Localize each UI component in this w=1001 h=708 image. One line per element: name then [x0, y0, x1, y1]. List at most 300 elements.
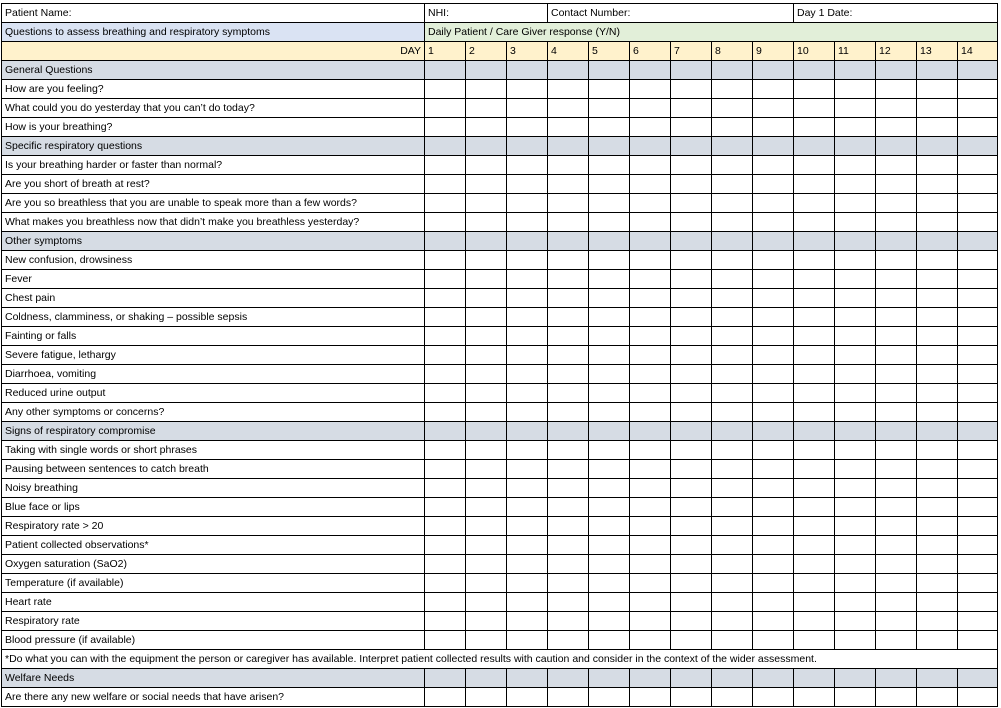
response-cell-day-4[interactable]	[548, 80, 589, 99]
response-cell-day-10[interactable]	[794, 403, 835, 422]
response-cell-day-12[interactable]	[876, 80, 917, 99]
response-cell-day-3[interactable]	[507, 118, 548, 137]
response-cell-day-14[interactable]	[958, 175, 998, 194]
response-cell-day-10[interactable]	[794, 99, 835, 118]
response-cell-day-11[interactable]	[835, 403, 876, 422]
response-cell-day-11[interactable]	[835, 365, 876, 384]
response-cell-day-9[interactable]	[753, 308, 794, 327]
response-cell-day-2[interactable]	[466, 479, 507, 498]
response-cell-day-10[interactable]	[794, 251, 835, 270]
response-cell-day-4[interactable]	[548, 631, 589, 650]
response-cell-day-12[interactable]	[876, 384, 917, 403]
response-cell-day-4[interactable]	[548, 327, 589, 346]
response-cell-day-12[interactable]	[876, 308, 917, 327]
response-cell-day-9[interactable]	[753, 156, 794, 175]
response-cell-day-1[interactable]	[425, 479, 466, 498]
response-cell-day-13[interactable]	[917, 593, 958, 612]
response-cell-day-8[interactable]	[712, 460, 753, 479]
response-cell-day-12[interactable]	[876, 403, 917, 422]
response-cell-day-5[interactable]	[589, 194, 630, 213]
response-cell-day-10[interactable]	[794, 327, 835, 346]
response-cell-day-6[interactable]	[630, 156, 671, 175]
response-cell-day-9[interactable]	[753, 536, 794, 555]
response-cell-day-9[interactable]	[753, 517, 794, 536]
response-cell-day-7[interactable]	[671, 270, 712, 289]
response-cell-day-13[interactable]	[917, 536, 958, 555]
response-cell-day-9[interactable]	[753, 346, 794, 365]
response-cell-day-7[interactable]	[671, 175, 712, 194]
response-cell-day-1[interactable]	[425, 612, 466, 631]
response-cell-day-5[interactable]	[589, 327, 630, 346]
response-cell-day-1[interactable]	[425, 156, 466, 175]
response-cell-day-1[interactable]	[425, 308, 466, 327]
response-cell-day-2[interactable]	[466, 270, 507, 289]
response-cell-day-14[interactable]	[958, 99, 998, 118]
response-cell-day-6[interactable]	[630, 346, 671, 365]
response-cell-day-9[interactable]	[753, 574, 794, 593]
response-cell-day-13[interactable]	[917, 175, 958, 194]
response-cell-day-2[interactable]	[466, 251, 507, 270]
response-cell-day-14[interactable]	[958, 251, 998, 270]
response-cell-day-13[interactable]	[917, 384, 958, 403]
response-cell-day-13[interactable]	[917, 403, 958, 422]
response-cell-day-11[interactable]	[835, 194, 876, 213]
response-cell-day-2[interactable]	[466, 574, 507, 593]
response-cell-day-14[interactable]	[958, 536, 998, 555]
response-cell-day-13[interactable]	[917, 365, 958, 384]
response-cell-day-4[interactable]	[548, 175, 589, 194]
response-cell-day-6[interactable]	[630, 194, 671, 213]
response-cell-day-9[interactable]	[753, 479, 794, 498]
response-cell-day-12[interactable]	[876, 251, 917, 270]
response-cell-day-7[interactable]	[671, 194, 712, 213]
response-cell-day-7[interactable]	[671, 213, 712, 232]
response-cell-day-11[interactable]	[835, 612, 876, 631]
response-cell-day-11[interactable]	[835, 118, 876, 137]
response-cell-day-11[interactable]	[835, 327, 876, 346]
response-cell-day-6[interactable]	[630, 213, 671, 232]
response-cell-day-5[interactable]	[589, 536, 630, 555]
response-cell-day-13[interactable]	[917, 631, 958, 650]
response-cell-day-11[interactable]	[835, 498, 876, 517]
response-cell-day-5[interactable]	[589, 593, 630, 612]
response-cell-day-1[interactable]	[425, 118, 466, 137]
response-cell-day-9[interactable]	[753, 365, 794, 384]
response-cell-day-9[interactable]	[753, 441, 794, 460]
response-cell-day-13[interactable]	[917, 498, 958, 517]
response-cell-day-11[interactable]	[835, 688, 876, 707]
response-cell-day-7[interactable]	[671, 384, 712, 403]
response-cell-day-9[interactable]	[753, 251, 794, 270]
response-cell-day-10[interactable]	[794, 441, 835, 460]
response-cell-day-8[interactable]	[712, 289, 753, 308]
response-cell-day-8[interactable]	[712, 498, 753, 517]
response-cell-day-11[interactable]	[835, 80, 876, 99]
response-cell-day-3[interactable]	[507, 346, 548, 365]
response-cell-day-12[interactable]	[876, 118, 917, 137]
response-cell-day-8[interactable]	[712, 365, 753, 384]
response-cell-day-8[interactable]	[712, 555, 753, 574]
response-cell-day-13[interactable]	[917, 251, 958, 270]
response-cell-day-8[interactable]	[712, 175, 753, 194]
response-cell-day-14[interactable]	[958, 365, 998, 384]
response-cell-day-5[interactable]	[589, 99, 630, 118]
response-cell-day-13[interactable]	[917, 80, 958, 99]
response-cell-day-3[interactable]	[507, 175, 548, 194]
response-cell-day-12[interactable]	[876, 498, 917, 517]
response-cell-day-11[interactable]	[835, 99, 876, 118]
response-cell-day-3[interactable]	[507, 289, 548, 308]
response-cell-day-5[interactable]	[589, 270, 630, 289]
response-cell-day-9[interactable]	[753, 593, 794, 612]
response-cell-day-12[interactable]	[876, 574, 917, 593]
response-cell-day-4[interactable]	[548, 517, 589, 536]
response-cell-day-2[interactable]	[466, 536, 507, 555]
response-cell-day-8[interactable]	[712, 593, 753, 612]
response-cell-day-7[interactable]	[671, 308, 712, 327]
response-cell-day-6[interactable]	[630, 631, 671, 650]
response-cell-day-2[interactable]	[466, 289, 507, 308]
response-cell-day-1[interactable]	[425, 251, 466, 270]
response-cell-day-4[interactable]	[548, 308, 589, 327]
response-cell-day-9[interactable]	[753, 289, 794, 308]
response-cell-day-10[interactable]	[794, 175, 835, 194]
response-cell-day-4[interactable]	[548, 99, 589, 118]
response-cell-day-1[interactable]	[425, 365, 466, 384]
response-cell-day-10[interactable]	[794, 270, 835, 289]
response-cell-day-8[interactable]	[712, 80, 753, 99]
response-cell-day-5[interactable]	[589, 346, 630, 365]
response-cell-day-1[interactable]	[425, 346, 466, 365]
response-cell-day-9[interactable]	[753, 175, 794, 194]
response-cell-day-12[interactable]	[876, 555, 917, 574]
response-cell-day-4[interactable]	[548, 536, 589, 555]
response-cell-day-2[interactable]	[466, 80, 507, 99]
response-cell-day-2[interactable]	[466, 384, 507, 403]
response-cell-day-8[interactable]	[712, 308, 753, 327]
response-cell-day-7[interactable]	[671, 460, 712, 479]
response-cell-day-9[interactable]	[753, 384, 794, 403]
response-cell-day-10[interactable]	[794, 498, 835, 517]
response-cell-day-5[interactable]	[589, 365, 630, 384]
response-cell-day-10[interactable]	[794, 289, 835, 308]
response-cell-day-13[interactable]	[917, 118, 958, 137]
response-cell-day-1[interactable]	[425, 175, 466, 194]
response-cell-day-10[interactable]	[794, 118, 835, 137]
response-cell-day-11[interactable]	[835, 593, 876, 612]
response-cell-day-13[interactable]	[917, 194, 958, 213]
response-cell-day-1[interactable]	[425, 289, 466, 308]
response-cell-day-3[interactable]	[507, 156, 548, 175]
response-cell-day-8[interactable]	[712, 631, 753, 650]
response-cell-day-6[interactable]	[630, 308, 671, 327]
response-cell-day-2[interactable]	[466, 308, 507, 327]
response-cell-day-12[interactable]	[876, 213, 917, 232]
response-cell-day-12[interactable]	[876, 175, 917, 194]
response-cell-day-1[interactable]	[425, 194, 466, 213]
response-cell-day-14[interactable]	[958, 194, 998, 213]
response-cell-day-12[interactable]	[876, 327, 917, 346]
response-cell-day-3[interactable]	[507, 574, 548, 593]
response-cell-day-13[interactable]	[917, 156, 958, 175]
response-cell-day-10[interactable]	[794, 536, 835, 555]
response-cell-day-6[interactable]	[630, 403, 671, 422]
response-cell-day-14[interactable]	[958, 289, 998, 308]
response-cell-day-1[interactable]	[425, 270, 466, 289]
response-cell-day-14[interactable]	[958, 308, 998, 327]
response-cell-day-13[interactable]	[917, 289, 958, 308]
contact-number-field[interactable]	[548, 4, 794, 23]
response-cell-day-11[interactable]	[835, 251, 876, 270]
response-cell-day-2[interactable]	[466, 327, 507, 346]
response-cell-day-7[interactable]	[671, 498, 712, 517]
response-cell-day-1[interactable]	[425, 441, 466, 460]
response-cell-day-9[interactable]	[753, 270, 794, 289]
response-cell-day-14[interactable]	[958, 517, 998, 536]
response-cell-day-7[interactable]	[671, 365, 712, 384]
response-cell-day-11[interactable]	[835, 631, 876, 650]
response-cell-day-6[interactable]	[630, 80, 671, 99]
response-cell-day-6[interactable]	[630, 365, 671, 384]
response-cell-day-12[interactable]	[876, 631, 917, 650]
response-cell-day-5[interactable]	[589, 441, 630, 460]
response-cell-day-13[interactable]	[917, 574, 958, 593]
response-cell-day-13[interactable]	[917, 688, 958, 707]
response-cell-day-7[interactable]	[671, 479, 712, 498]
response-cell-day-10[interactable]	[794, 365, 835, 384]
response-cell-day-9[interactable]	[753, 194, 794, 213]
response-cell-day-8[interactable]	[712, 688, 753, 707]
response-cell-day-12[interactable]	[876, 536, 917, 555]
response-cell-day-6[interactable]	[630, 612, 671, 631]
response-cell-day-6[interactable]	[630, 289, 671, 308]
response-cell-day-1[interactable]	[425, 80, 466, 99]
response-cell-day-11[interactable]	[835, 574, 876, 593]
response-cell-day-7[interactable]	[671, 688, 712, 707]
response-cell-day-6[interactable]	[630, 555, 671, 574]
response-cell-day-5[interactable]	[589, 175, 630, 194]
response-cell-day-10[interactable]	[794, 213, 835, 232]
response-cell-day-11[interactable]	[835, 441, 876, 460]
response-cell-day-13[interactable]	[917, 479, 958, 498]
response-cell-day-11[interactable]	[835, 156, 876, 175]
response-cell-day-6[interactable]	[630, 688, 671, 707]
response-cell-day-5[interactable]	[589, 460, 630, 479]
response-cell-day-9[interactable]	[753, 99, 794, 118]
response-cell-day-8[interactable]	[712, 99, 753, 118]
response-cell-day-12[interactable]	[876, 156, 917, 175]
response-cell-day-2[interactable]	[466, 175, 507, 194]
response-cell-day-4[interactable]	[548, 365, 589, 384]
response-cell-day-5[interactable]	[589, 213, 630, 232]
response-cell-day-6[interactable]	[630, 270, 671, 289]
response-cell-day-8[interactable]	[712, 612, 753, 631]
response-cell-day-14[interactable]	[958, 498, 998, 517]
response-cell-day-6[interactable]	[630, 593, 671, 612]
response-cell-day-8[interactable]	[712, 213, 753, 232]
response-cell-day-6[interactable]	[630, 327, 671, 346]
response-cell-day-10[interactable]	[794, 593, 835, 612]
response-cell-day-8[interactable]	[712, 536, 753, 555]
response-cell-day-5[interactable]	[589, 118, 630, 137]
response-cell-day-5[interactable]	[589, 308, 630, 327]
response-cell-day-14[interactable]	[958, 403, 998, 422]
response-cell-day-12[interactable]	[876, 479, 917, 498]
response-cell-day-12[interactable]	[876, 441, 917, 460]
response-cell-day-3[interactable]	[507, 498, 548, 517]
response-cell-day-3[interactable]	[507, 99, 548, 118]
response-cell-day-11[interactable]	[835, 384, 876, 403]
response-cell-day-4[interactable]	[548, 270, 589, 289]
response-cell-day-3[interactable]	[507, 327, 548, 346]
response-cell-day-3[interactable]	[507, 688, 548, 707]
response-cell-day-1[interactable]	[425, 688, 466, 707]
response-cell-day-10[interactable]	[794, 80, 835, 99]
response-cell-day-4[interactable]	[548, 555, 589, 574]
response-cell-day-6[interactable]	[630, 251, 671, 270]
response-cell-day-2[interactable]	[466, 593, 507, 612]
response-cell-day-5[interactable]	[589, 498, 630, 517]
response-cell-day-13[interactable]	[917, 308, 958, 327]
response-cell-day-14[interactable]	[958, 213, 998, 232]
response-cell-day-3[interactable]	[507, 612, 548, 631]
response-cell-day-14[interactable]	[958, 688, 998, 707]
response-cell-day-8[interactable]	[712, 441, 753, 460]
response-cell-day-12[interactable]	[876, 517, 917, 536]
response-cell-day-8[interactable]	[712, 479, 753, 498]
response-cell-day-5[interactable]	[589, 555, 630, 574]
response-cell-day-4[interactable]	[548, 289, 589, 308]
response-cell-day-2[interactable]	[466, 118, 507, 137]
response-cell-day-5[interactable]	[589, 479, 630, 498]
response-cell-day-14[interactable]	[958, 593, 998, 612]
response-cell-day-12[interactable]	[876, 612, 917, 631]
response-cell-day-4[interactable]	[548, 384, 589, 403]
response-cell-day-12[interactable]	[876, 346, 917, 365]
response-cell-day-7[interactable]	[671, 251, 712, 270]
response-cell-day-3[interactable]	[507, 80, 548, 99]
response-cell-day-11[interactable]	[835, 346, 876, 365]
day1-date-field[interactable]	[794, 4, 998, 23]
response-cell-day-2[interactable]	[466, 555, 507, 574]
response-cell-day-12[interactable]	[876, 270, 917, 289]
response-cell-day-7[interactable]	[671, 631, 712, 650]
nhi-field[interactable]	[425, 4, 548, 23]
response-cell-day-9[interactable]	[753, 631, 794, 650]
response-cell-day-14[interactable]	[958, 270, 998, 289]
response-cell-day-4[interactable]	[548, 460, 589, 479]
response-cell-day-3[interactable]	[507, 479, 548, 498]
response-cell-day-2[interactable]	[466, 365, 507, 384]
response-cell-day-12[interactable]	[876, 289, 917, 308]
response-cell-day-13[interactable]	[917, 460, 958, 479]
response-cell-day-9[interactable]	[753, 555, 794, 574]
response-cell-day-4[interactable]	[548, 574, 589, 593]
response-cell-day-11[interactable]	[835, 517, 876, 536]
response-cell-day-3[interactable]	[507, 593, 548, 612]
response-cell-day-3[interactable]	[507, 194, 548, 213]
response-cell-day-2[interactable]	[466, 517, 507, 536]
response-cell-day-10[interactable]	[794, 631, 835, 650]
response-cell-day-13[interactable]	[917, 327, 958, 346]
response-cell-day-7[interactable]	[671, 346, 712, 365]
response-cell-day-3[interactable]	[507, 308, 548, 327]
response-cell-day-8[interactable]	[712, 156, 753, 175]
response-cell-day-14[interactable]	[958, 327, 998, 346]
response-cell-day-13[interactable]	[917, 441, 958, 460]
response-cell-day-14[interactable]	[958, 80, 998, 99]
response-cell-day-6[interactable]	[630, 479, 671, 498]
response-cell-day-3[interactable]	[507, 384, 548, 403]
response-cell-day-12[interactable]	[876, 99, 917, 118]
response-cell-day-10[interactable]	[794, 194, 835, 213]
response-cell-day-13[interactable]	[917, 612, 958, 631]
response-cell-day-8[interactable]	[712, 384, 753, 403]
response-cell-day-7[interactable]	[671, 156, 712, 175]
patient-name-field[interactable]	[2, 4, 425, 23]
response-cell-day-4[interactable]	[548, 251, 589, 270]
response-cell-day-7[interactable]	[671, 517, 712, 536]
response-cell-day-3[interactable]	[507, 365, 548, 384]
response-cell-day-6[interactable]	[630, 99, 671, 118]
response-cell-day-5[interactable]	[589, 384, 630, 403]
response-cell-day-9[interactable]	[753, 327, 794, 346]
response-cell-day-10[interactable]	[794, 688, 835, 707]
response-cell-day-7[interactable]	[671, 403, 712, 422]
response-cell-day-10[interactable]	[794, 517, 835, 536]
response-cell-day-6[interactable]	[630, 498, 671, 517]
response-cell-day-4[interactable]	[548, 612, 589, 631]
response-cell-day-1[interactable]	[425, 536, 466, 555]
response-cell-day-2[interactable]	[466, 631, 507, 650]
response-cell-day-2[interactable]	[466, 346, 507, 365]
response-cell-day-5[interactable]	[589, 80, 630, 99]
response-cell-day-1[interactable]	[425, 384, 466, 403]
response-cell-day-7[interactable]	[671, 289, 712, 308]
response-cell-day-10[interactable]	[794, 346, 835, 365]
response-cell-day-4[interactable]	[548, 498, 589, 517]
response-cell-day-10[interactable]	[794, 555, 835, 574]
response-cell-day-8[interactable]	[712, 118, 753, 137]
response-cell-day-4[interactable]	[548, 118, 589, 137]
response-cell-day-4[interactable]	[548, 441, 589, 460]
response-cell-day-1[interactable]	[425, 403, 466, 422]
response-cell-day-11[interactable]	[835, 289, 876, 308]
response-cell-day-2[interactable]	[466, 156, 507, 175]
response-cell-day-2[interactable]	[466, 99, 507, 118]
response-cell-day-7[interactable]	[671, 327, 712, 346]
response-cell-day-5[interactable]	[589, 156, 630, 175]
response-cell-day-9[interactable]	[753, 612, 794, 631]
response-cell-day-8[interactable]	[712, 270, 753, 289]
response-cell-day-2[interactable]	[466, 213, 507, 232]
response-cell-day-12[interactable]	[876, 460, 917, 479]
response-cell-day-7[interactable]	[671, 555, 712, 574]
response-cell-day-10[interactable]	[794, 308, 835, 327]
response-cell-day-10[interactable]	[794, 156, 835, 175]
response-cell-day-10[interactable]	[794, 384, 835, 403]
response-cell-day-14[interactable]	[958, 555, 998, 574]
response-cell-day-6[interactable]	[630, 460, 671, 479]
response-cell-day-13[interactable]	[917, 270, 958, 289]
response-cell-day-1[interactable]	[425, 593, 466, 612]
response-cell-day-8[interactable]	[712, 574, 753, 593]
response-cell-day-1[interactable]	[425, 327, 466, 346]
response-cell-day-1[interactable]	[425, 555, 466, 574]
response-cell-day-7[interactable]	[671, 441, 712, 460]
response-cell-day-5[interactable]	[589, 574, 630, 593]
response-cell-day-3[interactable]	[507, 403, 548, 422]
